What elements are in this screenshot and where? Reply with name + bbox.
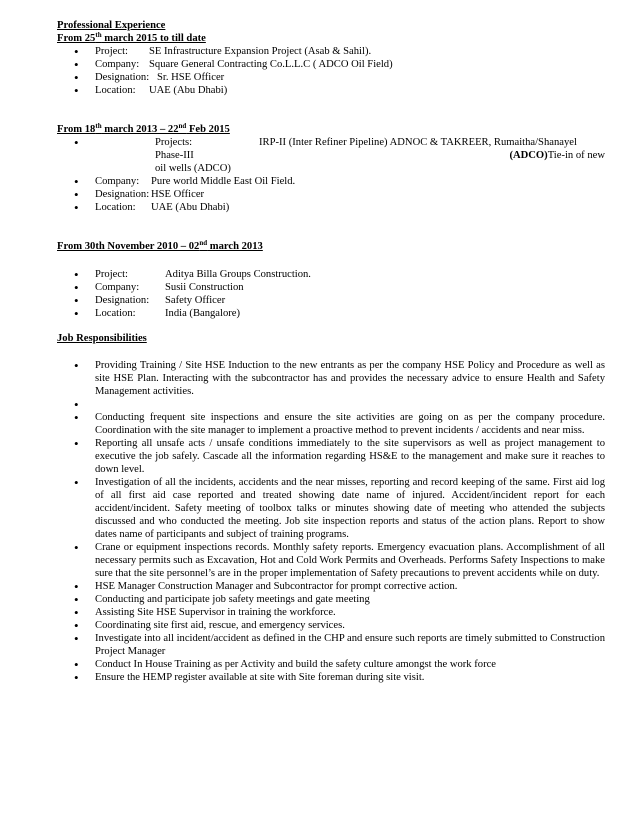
resume-page <box>57 19 605 684</box>
responsibilities-title: Job Responsibilities <box>57 333 147 344</box>
list-item: • Assisting Site HSE Supervisor in training the workforce. <box>57 606 605 619</box>
list-item: • Investigation of all the incidents, accidents and the near misses, reporting and record keeping of the same. First aid log of all first aid case reported and treated showing date name of injured. Accident/incident report for each accident/incident. Safety meeting of toolbox talks or minutes showing date of meeting who attended the subjects discussed and who conducted the meeting. Job site inspection reports and status of the action plans. Report to show dates name of participants and subject of training programs. <box>57 476 605 541</box>
list-item: • Conducting frequent site inspections and ensure the site activities are going on as per the company procedure. Coordination with the site manager to implement a proactive method to prevent incidents / accidents and near miss. <box>57 411 605 437</box>
job-period: From 18th march 2013 – 22nd Feb 2015 <box>57 122 230 135</box>
job-field: • Company: Susii Construction <box>57 281 605 294</box>
job-field: • Location: UAE (Abu Dhabi) <box>57 84 605 97</box>
job-details <box>57 268 605 320</box>
list-item: • Investigate into all incident/accident as defined in the CHP and ensure such reports are timely submitted to Construction Project Manager <box>57 632 605 658</box>
list-item: • Coordinating site first aid, rescue, and emergency services. <box>57 619 605 632</box>
job-field: • Location: UAE (Abu Dhabi) <box>57 201 605 214</box>
job-details <box>57 136 605 214</box>
list-item: • Reporting all unsafe acts / unsafe conditions immediately to the site supervisors as well as project management to executive the job safely. Cascade all the information regarding HS&E to the management and make sure it reaches to down level. <box>57 437 605 476</box>
job-details <box>57 45 605 97</box>
list-item: • Providing Training / Site HSE Induction to the new entrants as per the company HSE Policy and Procedure as well as site HSE Plan. Interacting with the subcontractor has and provides the necessary advice to ensure Health and Safety Management activities. <box>57 359 605 398</box>
job-field: • Designation: HSE Officer <box>57 188 605 201</box>
list-item: • Conducting and participate job safety meetings and gate meeting <box>57 593 605 606</box>
job-field: • Designation: Safety Officer <box>57 294 605 307</box>
job-field: • Project: Aditya Billa Groups Construction. <box>57 268 605 281</box>
job-field: • Location: India (Bangalore) <box>57 307 605 320</box>
list-item: • Conduct In House Training as per Activity and build the safety culture amongst the work force <box>57 658 605 671</box>
responsibilities-list <box>57 359 605 684</box>
list-item: • HSE Manager Construction Manager and Subcontractor for prompt corrective action. <box>57 580 605 593</box>
job-field: • Company: Pure world Middle East Oil Field. <box>57 175 605 188</box>
job-period: From 30th November 2010 – 02nd march 2013 <box>57 239 263 252</box>
section-title: Professional Experience <box>57 20 166 31</box>
job-field: • Project: SE Infrastructure Expansion Project (Asab & Sahil). <box>57 45 605 58</box>
list-item: • Ensure the HEMP register available at site with Site foreman during site visit. <box>57 671 605 684</box>
job-field: • Company: Square General Contracting Co.L.L.C ( ADCO Oil Field) <box>57 58 605 71</box>
job-field-project: • Projects: IRP-II (Inter Refiner Pipeline) ADNOC & TAKREER, Rumaitha/Shanayel Phase-III (ADCO)Tie-in of new oil wells (ADCO) <box>57 136 605 175</box>
list-item: • Crane or equipment inspections records. Monthly safety reports. Emergency evacuation plans. Accomplishment of all necessary permits such as Excavation, Hot and Cold Work Permits and Overheads. Performs Safety Inspections to make sure that the site personnel’s are in the proper implementation of Safety precautions to prevent accidents while on duty. <box>57 541 605 580</box>
job-field: • Designation: Sr. HSE Officer <box>57 71 605 84</box>
job-period: From 25th march 2015 to till date <box>57 31 206 44</box>
